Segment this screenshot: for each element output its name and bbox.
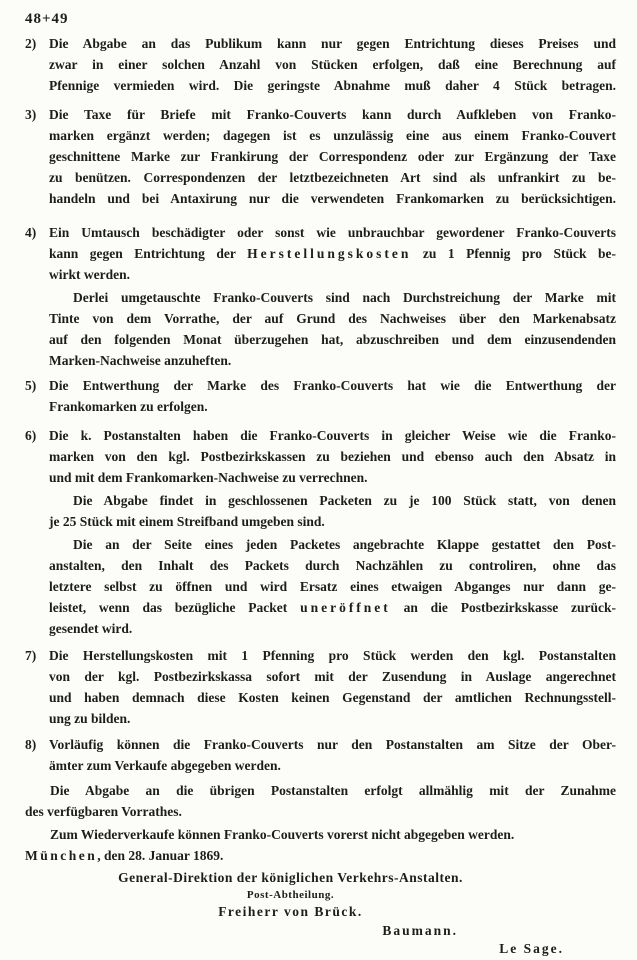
text-line: marken von den kgl. Postbezirkskassen zu beziehen und ebenso auch den Absatz in xyxy=(49,449,616,464)
text-line: ämter zum Verkaufe abgegeben werden. xyxy=(49,758,281,773)
text-line: Die Abgabe an das Publikum kann nur gegen Entrichtung dieses Preises und xyxy=(49,36,616,51)
signature-organization: General-Direktion der königlichen Verkehrs-Anstalten. xyxy=(118,870,463,885)
signature-block xyxy=(25,868,616,957)
text-line: Tinte von dem Vorrathe, der auf Grund des Nachweises über den Markenabsatz xyxy=(49,311,616,326)
text-line: und mit dem Frankomarken-Nachweise zu verrechnen. xyxy=(49,470,368,485)
text-line: auf den folgenden Monat überzugehen hat, abzuschreiben und dem einzusendenden xyxy=(49,332,616,347)
text-line: Die k. Postanstalten haben die Franko-Couverts in gleicher Weise wie die Franko- xyxy=(49,428,616,443)
text-line: Vorläufig können die Franko-Couverts nur den Postanstalten am Sitze der Ober- xyxy=(49,737,616,752)
dateline: München, den 28. Januar 1869. xyxy=(25,848,224,863)
item-number: 7) xyxy=(25,648,37,663)
paragraph xyxy=(25,824,616,845)
text-line: und haben demnach diese Kosten keinen Gegenstand der amtlichen Rechnungsstell- xyxy=(49,690,616,705)
paragraph xyxy=(49,375,616,417)
text-line: wirkt werden. xyxy=(49,267,130,282)
paragraph xyxy=(49,734,616,776)
page-number: 48+49 xyxy=(25,11,69,27)
text-line: gesendet wird. xyxy=(49,621,133,636)
text-line: Ein Umtausch beschädigter oder sonst wie unbrauchbar gewordener Franko-Couverts xyxy=(49,225,616,240)
paragraph xyxy=(49,287,616,371)
item-number: 4) xyxy=(25,225,37,240)
text-line: Frankomarken zu erfolgen. xyxy=(49,399,208,414)
letterspaced-word: München xyxy=(25,848,98,863)
item-body xyxy=(49,222,616,371)
text-line: Die Abgabe findet in geschlossenen Packeten zu je 100 Stück statt, von denen xyxy=(73,493,616,508)
item-number: 3) xyxy=(25,107,37,122)
paragraph xyxy=(49,490,616,532)
item-number: 6) xyxy=(25,428,37,443)
text-line: des verfügbaren Vorrathes. xyxy=(25,804,182,819)
signature-head-name: Freiherr von Brück. xyxy=(218,904,363,919)
text-line: leistet, wenn das bezügliche Packet uneröffnet an die Postbezirkskasse zurück- xyxy=(49,600,616,615)
signature-signee: Le Sage. xyxy=(499,941,564,956)
text-line: Die an der Seite eines jeden Packetes angebrachte Klappe gestattet den Post- xyxy=(73,537,616,552)
signature-signee: Baumann. xyxy=(382,923,458,938)
text-line: zu benützen. Correspondenzen der letztbezeichneten Art sind als unfrankirt zu be- xyxy=(49,170,616,185)
item-body xyxy=(49,375,616,417)
decree-item-list xyxy=(25,33,616,776)
closing-paragraphs xyxy=(25,780,616,845)
paragraph xyxy=(25,780,616,822)
text-line: Die Entwerthung der Marke des Franko-Couverts hat wie die Entwerthung der xyxy=(49,378,616,393)
item-number: 5) xyxy=(25,378,37,393)
text-line: geschnittene Marke zur Frankirung der Correspondenz oder zur Ergänzung der Taxe xyxy=(49,149,616,164)
text-line: anstalten, den Inhalt des Packets durch Nachzählen zu controliren, ohne das xyxy=(49,558,616,573)
item-body xyxy=(49,104,616,209)
decree-item xyxy=(25,33,616,96)
text-line: Die Taxe für Briefe mit Franko-Couverts kann durch Aufkleben von Franko- xyxy=(49,107,616,122)
decree-item xyxy=(25,645,616,729)
text-line: Derlei umgetauschte Franko-Couverts sind nach Durchstreichung der Marke mit xyxy=(73,290,616,305)
text-line: Zum Wiederverkaufe können Franko-Couverts vorerst nicht abgegeben werden. xyxy=(50,827,515,842)
decree-item xyxy=(25,425,616,639)
item-number: 2) xyxy=(25,36,37,51)
paragraph xyxy=(49,104,616,209)
text-line: Marken-Nachweise anzuheften. xyxy=(49,353,232,368)
paragraph xyxy=(49,534,616,639)
text-line: handeln und bei Antaxirung nur die verwendeten Frankomarken zu berücksichtigen. xyxy=(49,191,616,206)
letterspaced-word: uneröffnet xyxy=(300,600,391,615)
paragraph xyxy=(49,425,616,488)
text-line: marken ergänzt werden; dagegen ist es unzulässig eine aus einem Franko-Couvert xyxy=(49,128,616,143)
text-line: zwar in einer solchen Anzahl von Stücken erfolgen, daß eine Berechnung auf xyxy=(49,57,616,72)
text-line: Pfennige vermieden wird. Die geringste Abnahme muß daher 4 Stück betragen. xyxy=(49,78,616,93)
decree-item xyxy=(25,104,616,209)
letterspaced-word: Herstellungskosten xyxy=(247,246,412,261)
item-number: 8) xyxy=(25,737,37,752)
item-body xyxy=(49,645,616,729)
paragraph xyxy=(49,33,616,96)
text-line: ung zu bilden. xyxy=(49,711,131,726)
text-line: von der kgl. Postbezirkskassa sofort mit der Zusendung in Auslage angerechnet xyxy=(49,669,616,684)
item-body xyxy=(49,734,616,776)
item-body xyxy=(49,33,616,96)
text-line: Die Herstellungskosten mit 1 Pfenning pro Stück werden den kgl. Postanstalten xyxy=(49,648,616,663)
text-line: je 25 Stück mit einem Streifband umgeben sind. xyxy=(49,514,325,529)
text-line: kann gegen Entrichtung der Herstellungskosten zu 1 Pfennig pro Stück be- xyxy=(49,246,617,261)
item-body xyxy=(49,425,616,639)
decree-item xyxy=(25,734,616,776)
signature-department: Post-Abtheilung. xyxy=(246,889,335,901)
decree-item xyxy=(25,375,616,417)
text-line: letztere selbst zu öffnen und wird Ersatz eines etwaigen Abganges nur dann ge- xyxy=(49,579,616,594)
decree-item xyxy=(25,222,616,371)
paragraph xyxy=(49,645,616,729)
paragraph xyxy=(49,222,616,285)
text-line: Die Abgabe an die übrigen Postanstalten erfolgt allmählig mit der Zunahme xyxy=(50,783,616,798)
